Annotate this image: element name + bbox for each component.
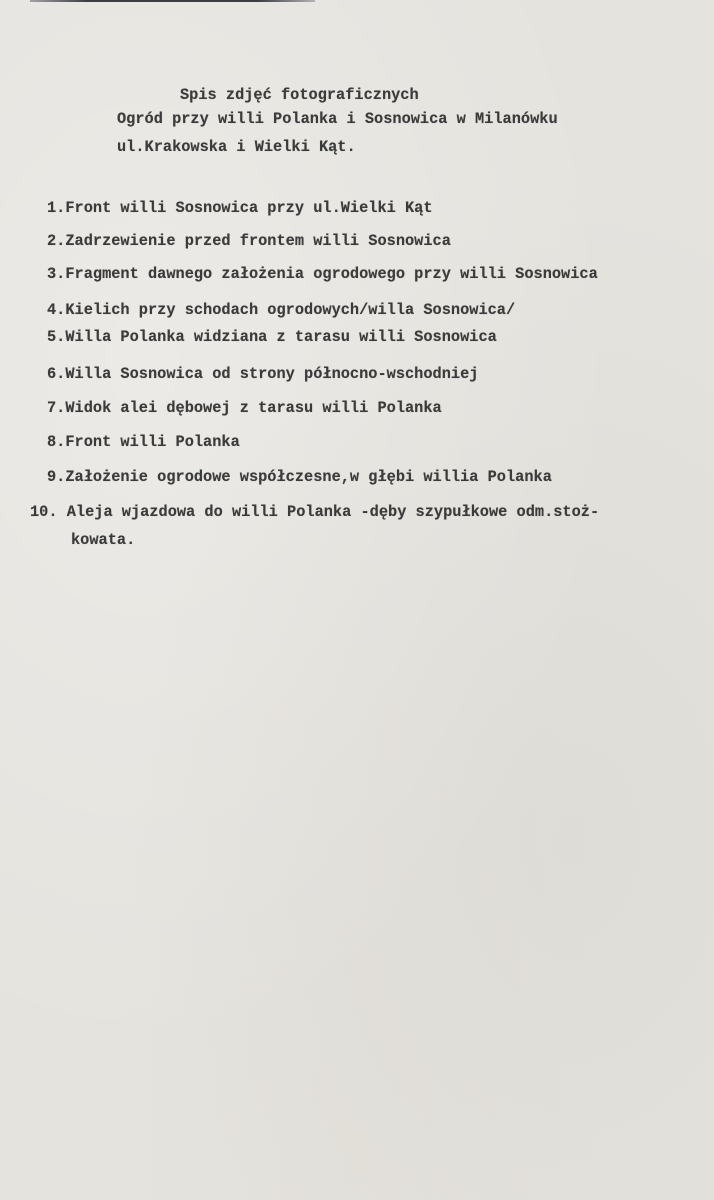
item-text: Zadrzewienie przed frontem willi Sosnowica bbox=[65, 232, 451, 250]
item-number: 2. bbox=[47, 232, 66, 250]
item-number: 10. bbox=[30, 503, 58, 521]
document-title: Spis zdjęć fotograficznych bbox=[180, 86, 419, 104]
document-subtitle-location: Ogród przy willi Polanka i Sosnowica w Milanówku bbox=[117, 110, 558, 128]
list-item-8 bbox=[47, 433, 240, 451]
list-item-10 bbox=[30, 503, 599, 521]
list-item-2 bbox=[47, 232, 451, 250]
item-text: Kielich przy schodach ogrodowych/willa Sosnowica/ bbox=[65, 301, 516, 319]
list-item-1 bbox=[47, 199, 433, 217]
item-text: Widok alei dębowej z tarasu willi Polanka bbox=[65, 399, 442, 417]
item-number: 8. bbox=[47, 433, 66, 451]
list-item-10-continuation: kowata. bbox=[71, 531, 136, 549]
item-number: 3. bbox=[47, 265, 66, 283]
list-item-3 bbox=[47, 265, 598, 283]
item-text: Willa Polanka widziana z tarasu willi Sosnowica bbox=[65, 328, 497, 346]
scan-top-edge-shadow bbox=[30, 0, 315, 2]
list-item-4 bbox=[47, 301, 515, 319]
item-number: 4. bbox=[47, 301, 66, 319]
list-item-6 bbox=[47, 365, 478, 383]
item-number: 5. bbox=[47, 328, 66, 346]
list-item-7 bbox=[47, 399, 442, 417]
item-number: 7. bbox=[47, 399, 66, 417]
item-text: Aleja wjazdowa do willi Polanka -dęby szypułkowe odm.stoż- bbox=[57, 503, 600, 521]
item-text: Willa Sosnowica od strony północno-wschodniej bbox=[65, 365, 479, 383]
item-text: Front willi Polanka bbox=[65, 433, 240, 451]
item-text: Fragment dawnego założenia ogrodowego przy willi Sosnowica bbox=[65, 265, 598, 283]
item-number: 9. bbox=[47, 468, 66, 486]
item-number: 1. bbox=[47, 199, 66, 217]
list-item-9 bbox=[47, 468, 552, 486]
item-text: Front willi Sosnowica przy ul.Wielki Kąt bbox=[65, 199, 433, 217]
item-text: Założenie ogrodowe współczesne,w głębi willia Polanka bbox=[65, 468, 552, 486]
item-number: 6. bbox=[47, 365, 66, 383]
document-subtitle-address: ul.Krakowska i Wielki Kąt. bbox=[117, 138, 356, 156]
list-item-5 bbox=[47, 328, 497, 346]
